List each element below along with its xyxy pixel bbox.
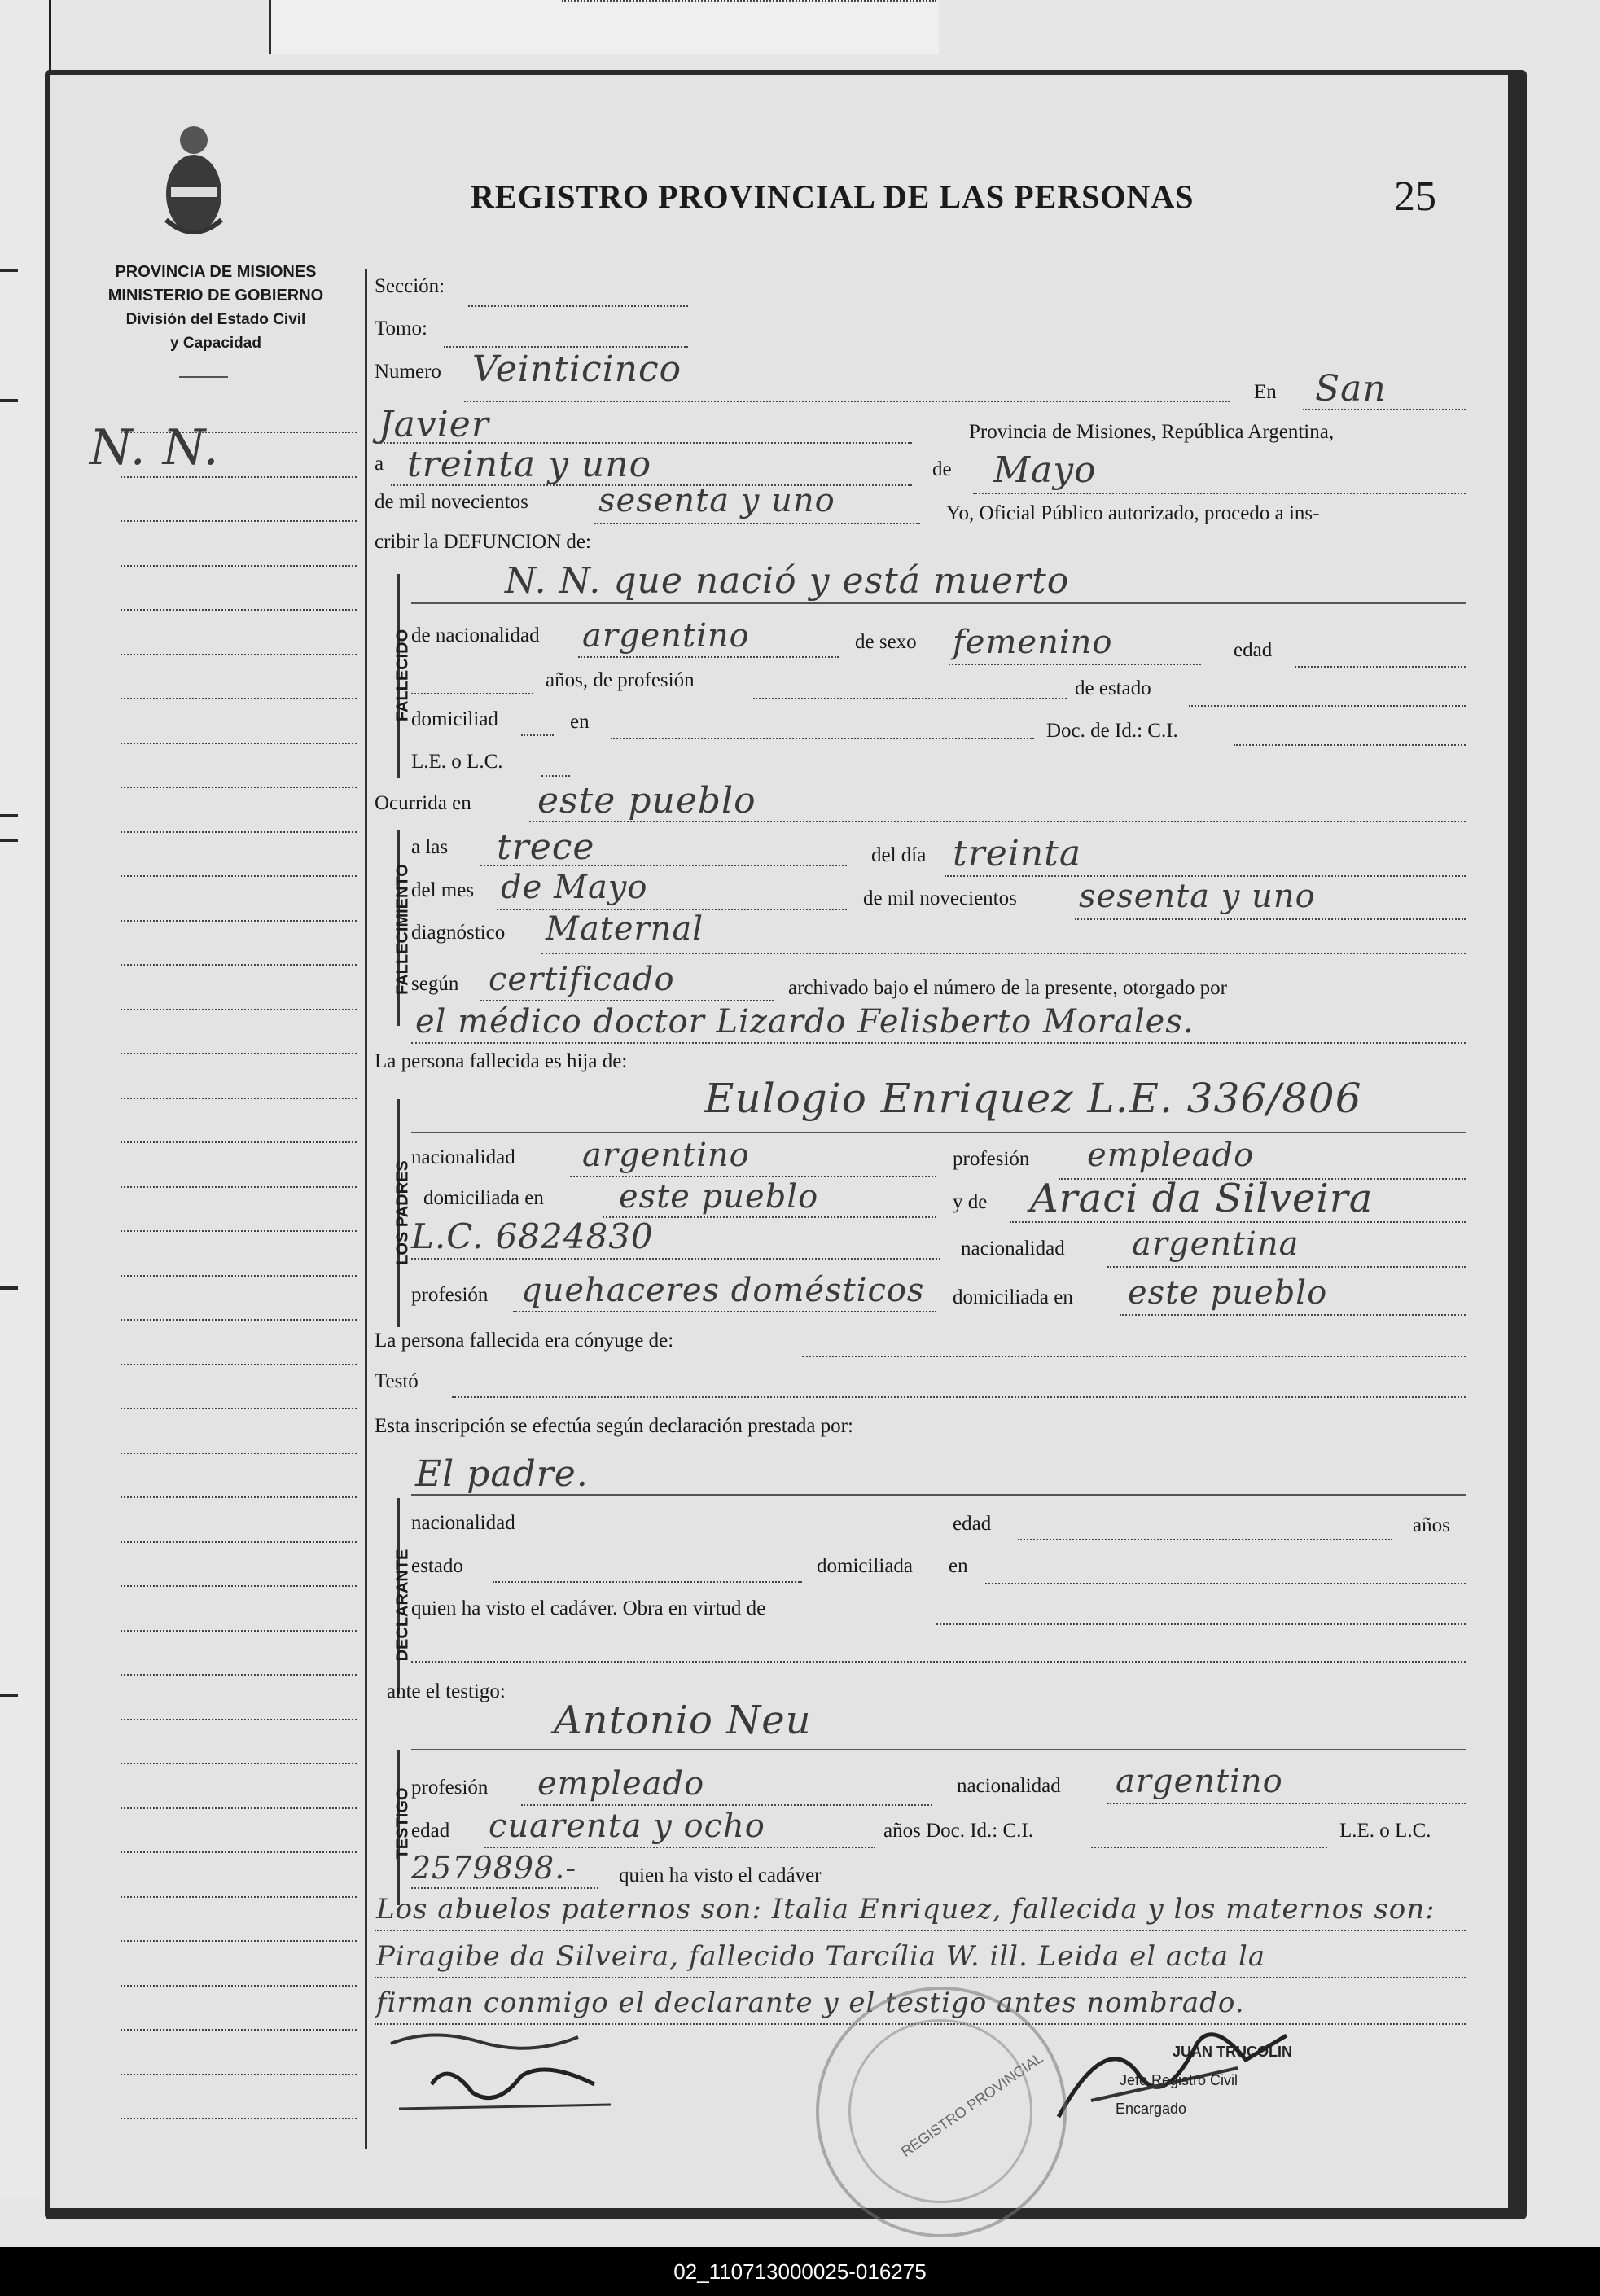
- nacionalidad-value: argentino: [582, 617, 750, 655]
- margin-rule: [121, 1985, 357, 1987]
- declarante-estado-field[interactable]: [493, 1581, 802, 1583]
- note-line-3: firman conmigo el declarante y el testigo antes nombrado.: [376, 1987, 1245, 2019]
- margin-rule: [121, 2118, 357, 2119]
- medico-value: el médico doctor Lizardo Felisberto Morales.: [415, 1003, 1195, 1041]
- testigo-nacionalidad-field[interactable]: [1107, 1803, 1466, 1804]
- margin-rule: [121, 1541, 357, 1543]
- declarante-nombre-field[interactable]: [411, 1494, 1466, 1496]
- lc-value: L.C. 6824830: [411, 1216, 654, 1256]
- padres-prof2-value: quehaceres domésticos: [521, 1272, 925, 1309]
- en-value: San: [1315, 368, 1387, 410]
- image-id-footer: 02_110713000025-016275: [0, 2247, 1600, 2296]
- edad-field[interactable]: [1295, 666, 1466, 668]
- testigo-doc-field[interactable]: [1091, 1847, 1327, 1848]
- edad-label: edad: [1234, 639, 1273, 661]
- anios-field[interactable]: [411, 693, 533, 694]
- ante-label: ante el testigo:: [387, 1680, 506, 1702]
- padres-prof2-label: profesión: [411, 1284, 489, 1306]
- testigo-doc-label: años Doc. Id.: C.I.: [883, 1820, 1033, 1842]
- fallecido-nombre-field[interactable]: [411, 602, 1466, 604]
- org-line: MINISTERIO DE GOBIERNO: [107, 287, 324, 305]
- margin-rule: [121, 1364, 357, 1365]
- margin-rule: [121, 476, 357, 478]
- margin-rule: [121, 787, 357, 788]
- testigo-nombre-field[interactable]: [411, 1749, 1466, 1750]
- padres-profesion-value: empleado: [1087, 1137, 1255, 1174]
- en-label: en: [570, 711, 590, 733]
- tomo-label: Tomo:: [375, 318, 427, 340]
- dia-value: treinta y uno: [407, 444, 652, 485]
- padres-nacionalidad-field[interactable]: [570, 1176, 936, 1177]
- testigo-nacionalidad-label: nacionalidad: [957, 1775, 1061, 1797]
- declarante-domiciliada-label: domiciliada: [817, 1555, 914, 1577]
- seccion-field[interactable]: [468, 305, 688, 307]
- nacionalidad-label: de nacionalidad: [411, 624, 540, 646]
- doc-label: Doc. de Id.: C.I.: [1046, 720, 1178, 742]
- le-field[interactable]: [541, 775, 570, 777]
- declarante-domicilio-field[interactable]: [985, 1583, 1466, 1584]
- margin-rule: [121, 1630, 357, 1632]
- declarante-edad-label: edad: [953, 1513, 992, 1535]
- padres-profesion-label: profesión: [953, 1148, 1030, 1170]
- padres-nac2-label: nacionalidad: [961, 1238, 1065, 1260]
- margin-rule: [121, 964, 357, 966]
- archivado-label: archivado bajo el número de la presente, otorgado por: [788, 977, 1227, 999]
- coat-of-arms-icon: [160, 122, 228, 244]
- note-rule: [375, 1977, 1466, 1978]
- doc-field[interactable]: [1234, 744, 1466, 746]
- declarante-nacionalidad-label: nacionalidad: [411, 1512, 515, 1534]
- binder-edge: [0, 0, 51, 2198]
- testigo-nacionalidad-value: argentino: [1116, 1763, 1283, 1800]
- hora-field[interactable]: [480, 865, 847, 866]
- margin-rule: [121, 1585, 357, 1587]
- margin-rule: [121, 1098, 357, 1099]
- madre-field[interactable]: [1010, 1221, 1466, 1223]
- hora-value: trece: [497, 826, 595, 868]
- conyuge-label: La persona fallecida era cónyuge de:: [375, 1330, 674, 1352]
- declarante-quien-label: quien ha visto el cadáver. Obra en virtud de: [411, 1597, 766, 1619]
- issuing-organization: [65, 261, 366, 355]
- testigo-edad-value: cuarenta y ocho: [489, 1807, 765, 1845]
- le-label: L.E. o L.C.: [411, 751, 503, 773]
- yde-label: y de: [953, 1191, 988, 1213]
- oficial-label: Yo, Oficial Público autorizado, procedo a ins-: [946, 502, 1320, 524]
- anio-field[interactable]: [594, 523, 920, 524]
- lc-field[interactable]: [411, 1258, 940, 1260]
- delmes-label: del mes: [411, 879, 475, 901]
- diagnostico-value: Maternal: [546, 910, 704, 948]
- padres-nacionalidad-label: nacionalidad: [411, 1146, 515, 1168]
- testo-field[interactable]: [452, 1396, 1466, 1398]
- declarante-estado-label: estado: [411, 1555, 463, 1577]
- margin-rule: [121, 1496, 357, 1498]
- margin-rule: [121, 1230, 357, 1232]
- officer-name: JUAN TRUCOLIN: [1173, 2044, 1292, 2060]
- margin-note: N. N.: [90, 419, 220, 476]
- stamp-text: REGISTRO PROVINCIAL: [897, 2049, 1046, 2160]
- fallecimiento-dia-field[interactable]: [945, 875, 1466, 877]
- margin-rule: [121, 875, 357, 877]
- sexo-field[interactable]: [949, 664, 1201, 665]
- sexo-value: femenino: [953, 624, 1113, 661]
- padres-dom2-value: este pueblo: [1128, 1274, 1328, 1312]
- declarante-signature-icon: [383, 2027, 627, 2117]
- testigo-tag: TESTIGO: [393, 1787, 412, 1860]
- margin-rule: [121, 1141, 357, 1143]
- alas-label: a las: [411, 836, 449, 858]
- estado-field[interactable]: [1189, 705, 1466, 707]
- margin-rule: [121, 831, 357, 833]
- deldia-label: del día: [871, 844, 927, 866]
- testigo-quien-label: quien ha visto el cadáver: [619, 1864, 822, 1886]
- padres-prof2-field[interactable]: [513, 1311, 936, 1312]
- margin-rule: [121, 432, 357, 433]
- hija-label: La persona fallecida es hija de:: [375, 1050, 628, 1072]
- margin-rule: [121, 654, 357, 655]
- domicilio-field[interactable]: [611, 738, 1034, 739]
- padres-domiciliada-label: domiciliada en: [423, 1187, 544, 1209]
- margin-rule: [121, 1851, 357, 1853]
- anios-label: años, de profesión: [546, 669, 695, 691]
- conyuge-field[interactable]: [802, 1356, 1466, 1357]
- margin-rule: [121, 1763, 357, 1764]
- seccion-label: Sección:: [375, 275, 445, 297]
- testigo-num-value: 2579898.-: [411, 1850, 577, 1886]
- testigo-edad-field[interactable]: [484, 1847, 875, 1848]
- fallecimiento-anio-value: sesenta y uno: [1079, 878, 1316, 915]
- org-line: PROVINCIA DE MISIONES: [115, 263, 317, 281]
- padres-nac2-field[interactable]: [1107, 1266, 1466, 1268]
- anio-value: sesenta y uno: [598, 482, 835, 519]
- testigo-profesion-field[interactable]: [521, 1804, 932, 1806]
- margin-rule: [121, 1275, 357, 1277]
- margin-rule: [121, 920, 357, 922]
- declarante-edad-field[interactable]: [1018, 1539, 1392, 1540]
- margin-rule: [121, 743, 357, 744]
- margin-rule: [121, 2029, 357, 2031]
- inscribir-label: cribir la DEFUNCION de:: [375, 531, 591, 553]
- padres-tag: LOS PADRES: [393, 1160, 412, 1265]
- org-line: División del Estado Civil: [125, 311, 306, 328]
- margin-rule: [121, 1408, 357, 1409]
- margin-rule: [121, 1319, 357, 1321]
- tomo-field[interactable]: [444, 346, 688, 348]
- provincia-label: Provincia de Misiones, República Argentina,: [969, 421, 1335, 443]
- numero-label: Numero: [375, 361, 441, 383]
- medico-field[interactable]: [411, 1042, 1466, 1044]
- sexo-label: de sexo: [855, 631, 917, 653]
- org-rule: [179, 376, 228, 378]
- numero-value: Veinticinco: [472, 348, 682, 390]
- note-rule: [375, 1930, 1466, 1931]
- declarante-en-label: en: [949, 1555, 968, 1577]
- margin-rule: [121, 520, 357, 522]
- fallecimiento-dia-value: treinta: [953, 833, 1082, 874]
- declarante-nacionalidad-field[interactable]: [562, 0, 936, 2]
- fallecimiento-demil-label: de mil novecientos: [863, 887, 1017, 909]
- org-line: y Capacidad: [170, 335, 261, 352]
- diagnostico-field[interactable]: [541, 953, 1466, 954]
- testigo-edad-label: edad: [411, 1820, 450, 1842]
- testigo-le-label: L.E. o L.C.: [1339, 1820, 1431, 1842]
- officer-title: Jefe Registro Civil: [1120, 2072, 1238, 2088]
- numero-field[interactable]: [464, 401, 1230, 402]
- estado-label: de estado: [1075, 677, 1151, 699]
- padres-nacionalidad-value: argentino: [582, 1137, 750, 1174]
- demil-label: de mil novecientos: [375, 491, 528, 513]
- en-field[interactable]: [1303, 409, 1466, 410]
- page-title: REGISTRO PROVINCIAL DE LAS PERSONAS: [471, 178, 1195, 215]
- padres-domicilio-value: este pueblo: [619, 1178, 819, 1216]
- ocurrida-value: este pueblo: [537, 780, 756, 822]
- declaracion-label: Esta inscripción se efectúa según declaración prestada por:: [375, 1415, 853, 1437]
- nacionalidad-field[interactable]: [578, 656, 839, 658]
- page-divider: [365, 269, 367, 2149]
- margin-rule: [121, 1053, 357, 1054]
- domiciliad-field[interactable]: [521, 734, 554, 736]
- note-line-2: Piragibe da Silveira, fallecido Tarcília W. ill. Leida el acta la: [376, 1940, 1266, 1973]
- testo-label: Testó: [375, 1370, 419, 1392]
- padres-dom2-label: domiciliada en: [953, 1286, 1073, 1308]
- domiciliad-label: domiciliad: [411, 708, 498, 730]
- ocurrida-label: Ocurrida en: [375, 792, 471, 814]
- margin-rule: [121, 1896, 357, 1898]
- officer-role: Encargado: [1116, 2101, 1187, 2117]
- a-label: a: [375, 453, 384, 475]
- declarante-anios-label: años: [1413, 1514, 1450, 1536]
- madre-value: Araci da Silveira: [1030, 1176, 1374, 1221]
- mes-field[interactable]: [973, 493, 1466, 494]
- official-stamp-inner: [848, 2019, 1032, 2203]
- de-label: de: [932, 458, 952, 480]
- padre-value: Eulogio Enriquez L.E. 336/806: [704, 1075, 1362, 1122]
- margin-rule: [121, 1009, 357, 1010]
- padres-dom2-field[interactable]: [1120, 1314, 1466, 1316]
- testigo-profesion-label: profesión: [411, 1777, 489, 1799]
- declarante-extra-field[interactable]: [411, 1661, 1466, 1663]
- fallecido-tag: FALLECIDO: [393, 629, 412, 722]
- margin-rule: [121, 1186, 357, 1188]
- margin-rule: [121, 698, 357, 699]
- segun-value: certificado: [489, 961, 675, 998]
- page-number: 25: [1394, 173, 1436, 220]
- testigo-nombre: Antonio Neu: [554, 1698, 812, 1743]
- padres-nac2-value: argentina: [1132, 1225, 1300, 1263]
- testigo-profesion-value: empleado: [537, 1765, 705, 1803]
- ocurrida-field[interactable]: [529, 821, 1466, 822]
- note-line-1: Los abuelos paternos son: Italia Enriquez, fallecida y los maternos son:: [376, 1893, 1436, 1926]
- fallecimiento-mes-value: de Mayo: [501, 869, 648, 906]
- padre-field[interactable]: [411, 1132, 1466, 1133]
- margin-rule: [121, 1719, 357, 1720]
- fallecimiento-tag: FALLECIMIENTO: [393, 864, 412, 995]
- testigo-num-field[interactable]: [411, 1887, 598, 1889]
- margin-rule: [121, 609, 357, 611]
- fallecido-nombre: N. N. que nació y está muerto: [505, 560, 1070, 602]
- en-label: En: [1254, 381, 1277, 403]
- diagnostico-label: diagnóstico: [411, 922, 506, 944]
- margin-rule: [121, 565, 357, 567]
- declarante-tag: DECLARANTE: [393, 1549, 412, 1662]
- localidad-value: Javier: [379, 404, 489, 445]
- segun-label: según: [411, 973, 459, 995]
- profesion-field[interactable]: [753, 698, 1067, 699]
- declarante-nombre: El padre.: [415, 1453, 589, 1495]
- mes-value: Mayo: [993, 449, 1097, 491]
- margin-rule: [121, 2074, 357, 2075]
- top-slip: [269, 0, 939, 54]
- margin-rule: [121, 1674, 357, 1676]
- margin-rule: [121, 1807, 357, 1809]
- fallecimiento-anio-field[interactable]: [1075, 918, 1466, 920]
- margin-rule: [121, 1940, 357, 1942]
- margin-rule: [121, 1453, 357, 1454]
- segun-field[interactable]: [480, 1000, 774, 1001]
- declarante-obra-field[interactable]: [936, 1623, 1466, 1625]
